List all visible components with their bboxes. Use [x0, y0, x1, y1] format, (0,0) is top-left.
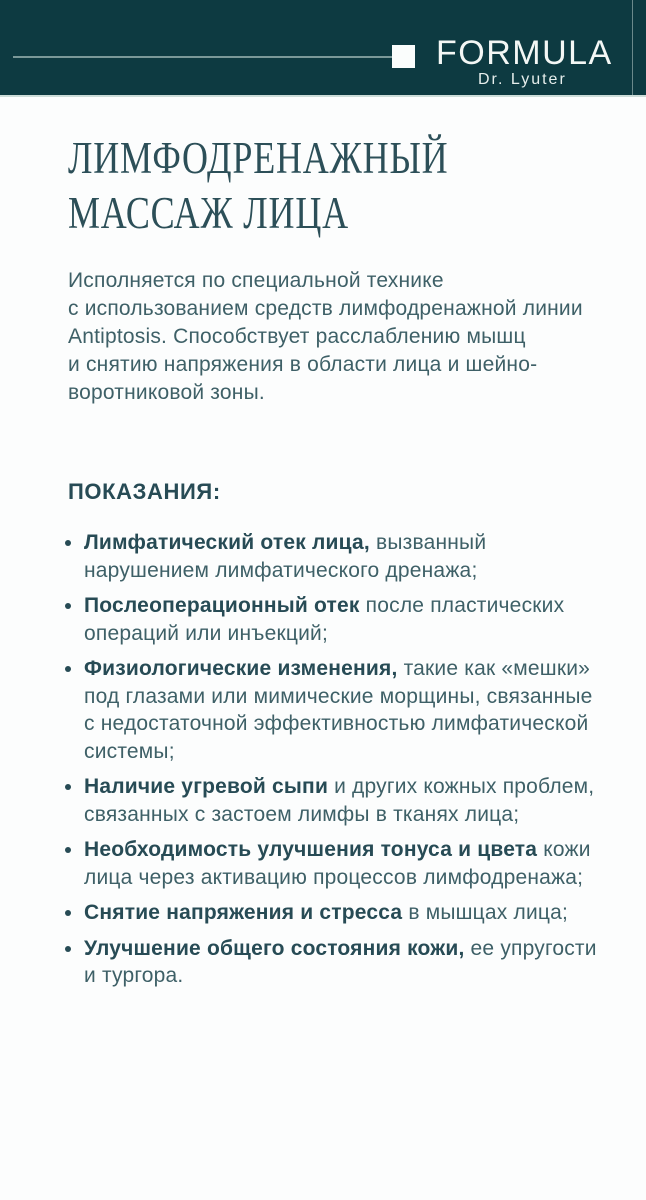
brand-subtitle: Dr. Lyuter: [478, 71, 567, 88]
item-bold-lead: Наличие угревой сыпи: [84, 775, 329, 798]
intro-line: и снятию напряжения в области лица и шейно-: [68, 353, 538, 376]
banner-rule-line: [13, 56, 392, 58]
item-rest: и других кожных проблем, связанных с застоем лимфы в тканях лица;: [84, 775, 595, 826]
brand-name: FORMULA: [436, 34, 613, 72]
item-rest: вызванный нарушением лимфатического дренажа;: [84, 531, 487, 582]
page-title-line-2: МАССАЖ ЛИЦА: [68, 188, 349, 238]
indications-heading: ПОКАЗАНИЯ:: [68, 479, 221, 504]
item-bold-lead: Необходимость улучшения тонуса и цвета: [84, 838, 538, 861]
page-title: [68, 131, 500, 241]
intro-line: Исполняется по специальной технике: [68, 269, 444, 292]
list-item: [62, 836, 608, 891]
list-item: [62, 773, 608, 828]
list-item: [62, 529, 608, 584]
brand-square-icon: [392, 45, 415, 68]
item-bold-lead: Физиологические изменения,: [84, 657, 398, 680]
item-bold-lead: Улучшение общего состояния кожи,: [84, 936, 465, 960]
list-item: [62, 655, 608, 765]
list-item: [62, 935, 608, 990]
item-rest: кожи лица через активацию процессов лимфодренажа;: [84, 838, 591, 889]
brand-banner: [0, 0, 646, 97]
item-bold-lead: Снятие напряжения и стресса: [84, 901, 403, 924]
banner-edge-hairline: [632, 0, 633, 95]
item-rest: в мышцах лица;: [402, 901, 569, 924]
intro-paragraph: [68, 267, 608, 407]
indications-list: [62, 529, 608, 990]
page-title-line-1: ЛИМФОДРЕНАЖНЫЙ: [68, 133, 449, 183]
list-item: [62, 592, 608, 647]
item-rest: такие как «мешки» под глазами или мимические морщины, связанные с недостаточной эффективностью лимфатической системы;: [84, 657, 593, 763]
item-rest: после пластических операций или инъекций;: [84, 594, 565, 645]
intro-line: Antiptosis. Способствует расслаблению мышц: [68, 325, 526, 348]
item-bold-lead: Лимфатический отек лица,: [84, 531, 370, 554]
item-bold-lead: Послеоперационный отек: [84, 594, 360, 617]
intro-line: воротниковой зоны.: [68, 381, 265, 404]
item-rest: ее упругости и тургора.: [84, 936, 597, 987]
content-area: [0, 131, 646, 990]
intro-line: с использованием средств лимфодренажной линии: [68, 297, 583, 320]
list-item: [62, 899, 608, 927]
